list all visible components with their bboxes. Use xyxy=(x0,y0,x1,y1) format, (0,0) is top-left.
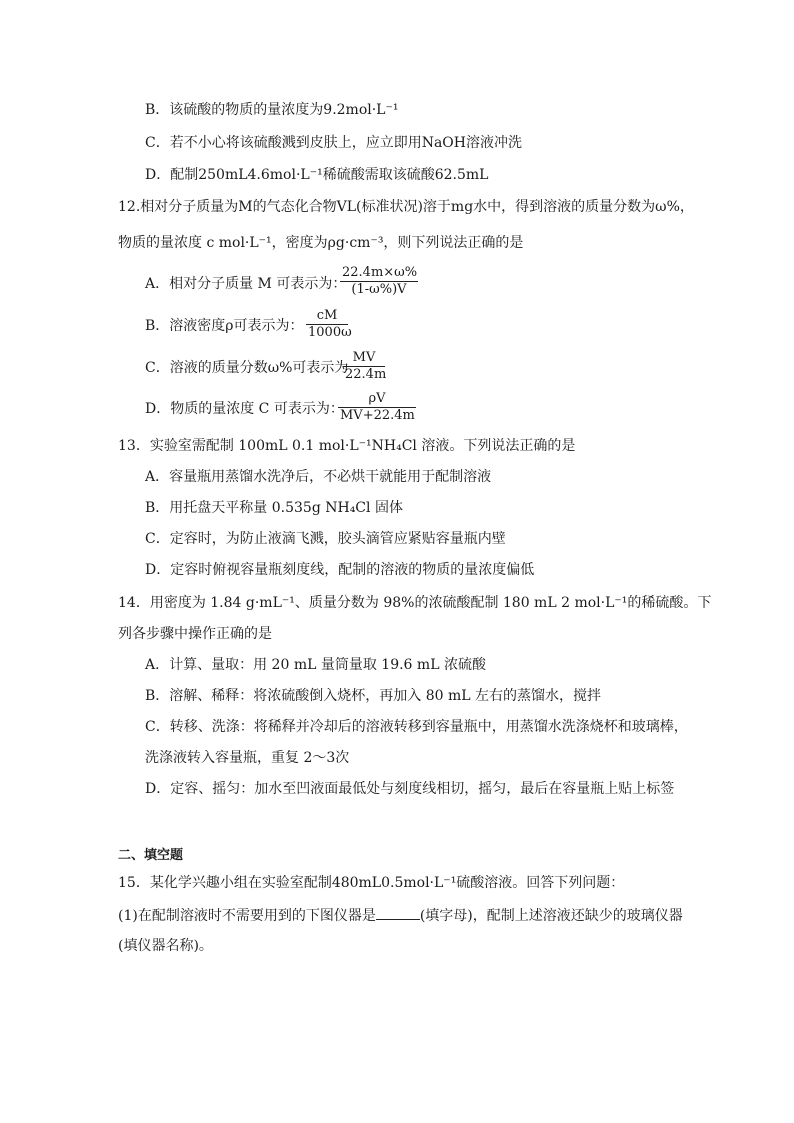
q14-option-b: B．溶解、稀释：将浓硫酸倒入烧杯，再加入 80 mL 左右的蒸馏水，搅拌 xyxy=(145,688,602,704)
q12-option-c-label: C．溶液的质量分数ω%可表示为 xyxy=(145,360,349,376)
q15-part1-line1 xyxy=(118,905,683,926)
q12-option-a-numerator: 22.4m×ω% xyxy=(342,265,418,280)
q13-stem: 13．实验室需配制 100mL 0.1 mol·L⁻¹NH₄Cl 溶液。下列说法正确的是 xyxy=(118,438,576,454)
q12-option-d-label: D．物质的量浓度 C 可表示为： xyxy=(145,401,344,417)
q12-option-b-label: B．溶液密度ρ可表示为： xyxy=(145,318,304,334)
q14-stem-line2: 列各步骤中操作正确的是 xyxy=(118,626,272,642)
q11-option-d: D．配制250mL4.6mol·L⁻¹稀硫酸需取该硫酸62.5mL xyxy=(145,167,489,183)
q13-option-c: C．定容时，为防止液滴飞溅，胶头滴管应紧贴容量瓶内壁 xyxy=(145,531,506,547)
q11-option-c: C．若不小心将该硫酸溅到皮肤上，应立即用NaOH溶液冲洗 xyxy=(145,135,522,151)
q15-part1-line2: (填仪器名称)。 xyxy=(118,938,213,954)
section-title-fill-in: 二、填空题 xyxy=(118,848,184,863)
q15-stem: 15．某化学兴趣小组在实验室配制480mL0.5mol·L⁻¹硫酸溶液。回答下列问题： xyxy=(118,875,625,891)
q12-stem-line2: 物质的量浓度 c mol·L⁻¹，密度为ρg·cm⁻³，则下列说法正确的是 xyxy=(118,235,524,251)
q13-option-a: A．容量瓶用蒸馏水洗净后，不必烘干就能用于配制溶液 xyxy=(145,469,492,485)
q12-option-d-numerator: ρV xyxy=(368,391,386,406)
q13-option-b: B．用托盘天平称量 0.535g NH₄Cl 固体 xyxy=(145,500,403,516)
q12-stem-line1: 12.相对分子质量为M的气态化合物VL(标准状况)溶于mg水中，得到溶液的质量分数为ω%， xyxy=(118,199,694,215)
q13-option-d: D．定容时俯视容量瓶刻度线，配制的溶液的物质的量浓度偏低 xyxy=(145,562,535,578)
q12-option-b-fraction xyxy=(306,308,352,341)
q12-option-b-denominator: 1000ω xyxy=(308,325,352,340)
q12-option-b-numerator: cM xyxy=(316,308,338,323)
q12-option-c-denominator: 22.4m xyxy=(345,367,387,382)
q15-part1-text-b: (填字母)，配制上述溶液还缺少的玻璃仪器 xyxy=(419,908,683,924)
q12-option-c-numerator: MV xyxy=(352,350,376,365)
q12-option-d-denominator: MV+22.4m xyxy=(340,408,415,423)
q12-option-c-fraction xyxy=(343,350,385,383)
q14-stem-line1: 14．用密度为 1.84 g·mL⁻¹、质量分数为 98%的浓硫酸配制 180 mL 2 mol·L⁻¹的稀硫酸。下 xyxy=(118,595,712,611)
q14-option-a: A．计算、量取：用 20 mL 量筒量取 19.6 mL 浓硫酸 xyxy=(145,657,486,673)
q12-option-a-denominator: (1-ω%)V xyxy=(340,281,418,298)
q15-part1-text-a: (1)在配制溶液时不需要用到的下图仪器是 xyxy=(118,908,376,924)
q12-option-d-fraction xyxy=(338,391,416,424)
q12-option-a-fraction xyxy=(340,265,418,298)
q14-option-d: D．定容、摇匀：加水至凹液面最低处与刻度线相切，摇匀，最后在容量瓶上贴上标签 xyxy=(145,781,675,797)
q15-answer-blank[interactable] xyxy=(376,905,420,920)
q14-option-c-line2: 洗涤液转入容量瓶，重复 2～3次 xyxy=(145,750,350,766)
q12-option-a-label: A．相对分子质量 M 可表示为： xyxy=(145,276,347,292)
q11-option-b: B．该硫酸的物质的量浓度为9.2mol·L⁻¹ xyxy=(145,102,399,118)
q14-option-c-line1: C．转移、洗涤：将稀释并冷却后的溶液转移到容量瓶中，用蒸馏水洗涤烧杯和玻璃棒， xyxy=(145,719,688,735)
